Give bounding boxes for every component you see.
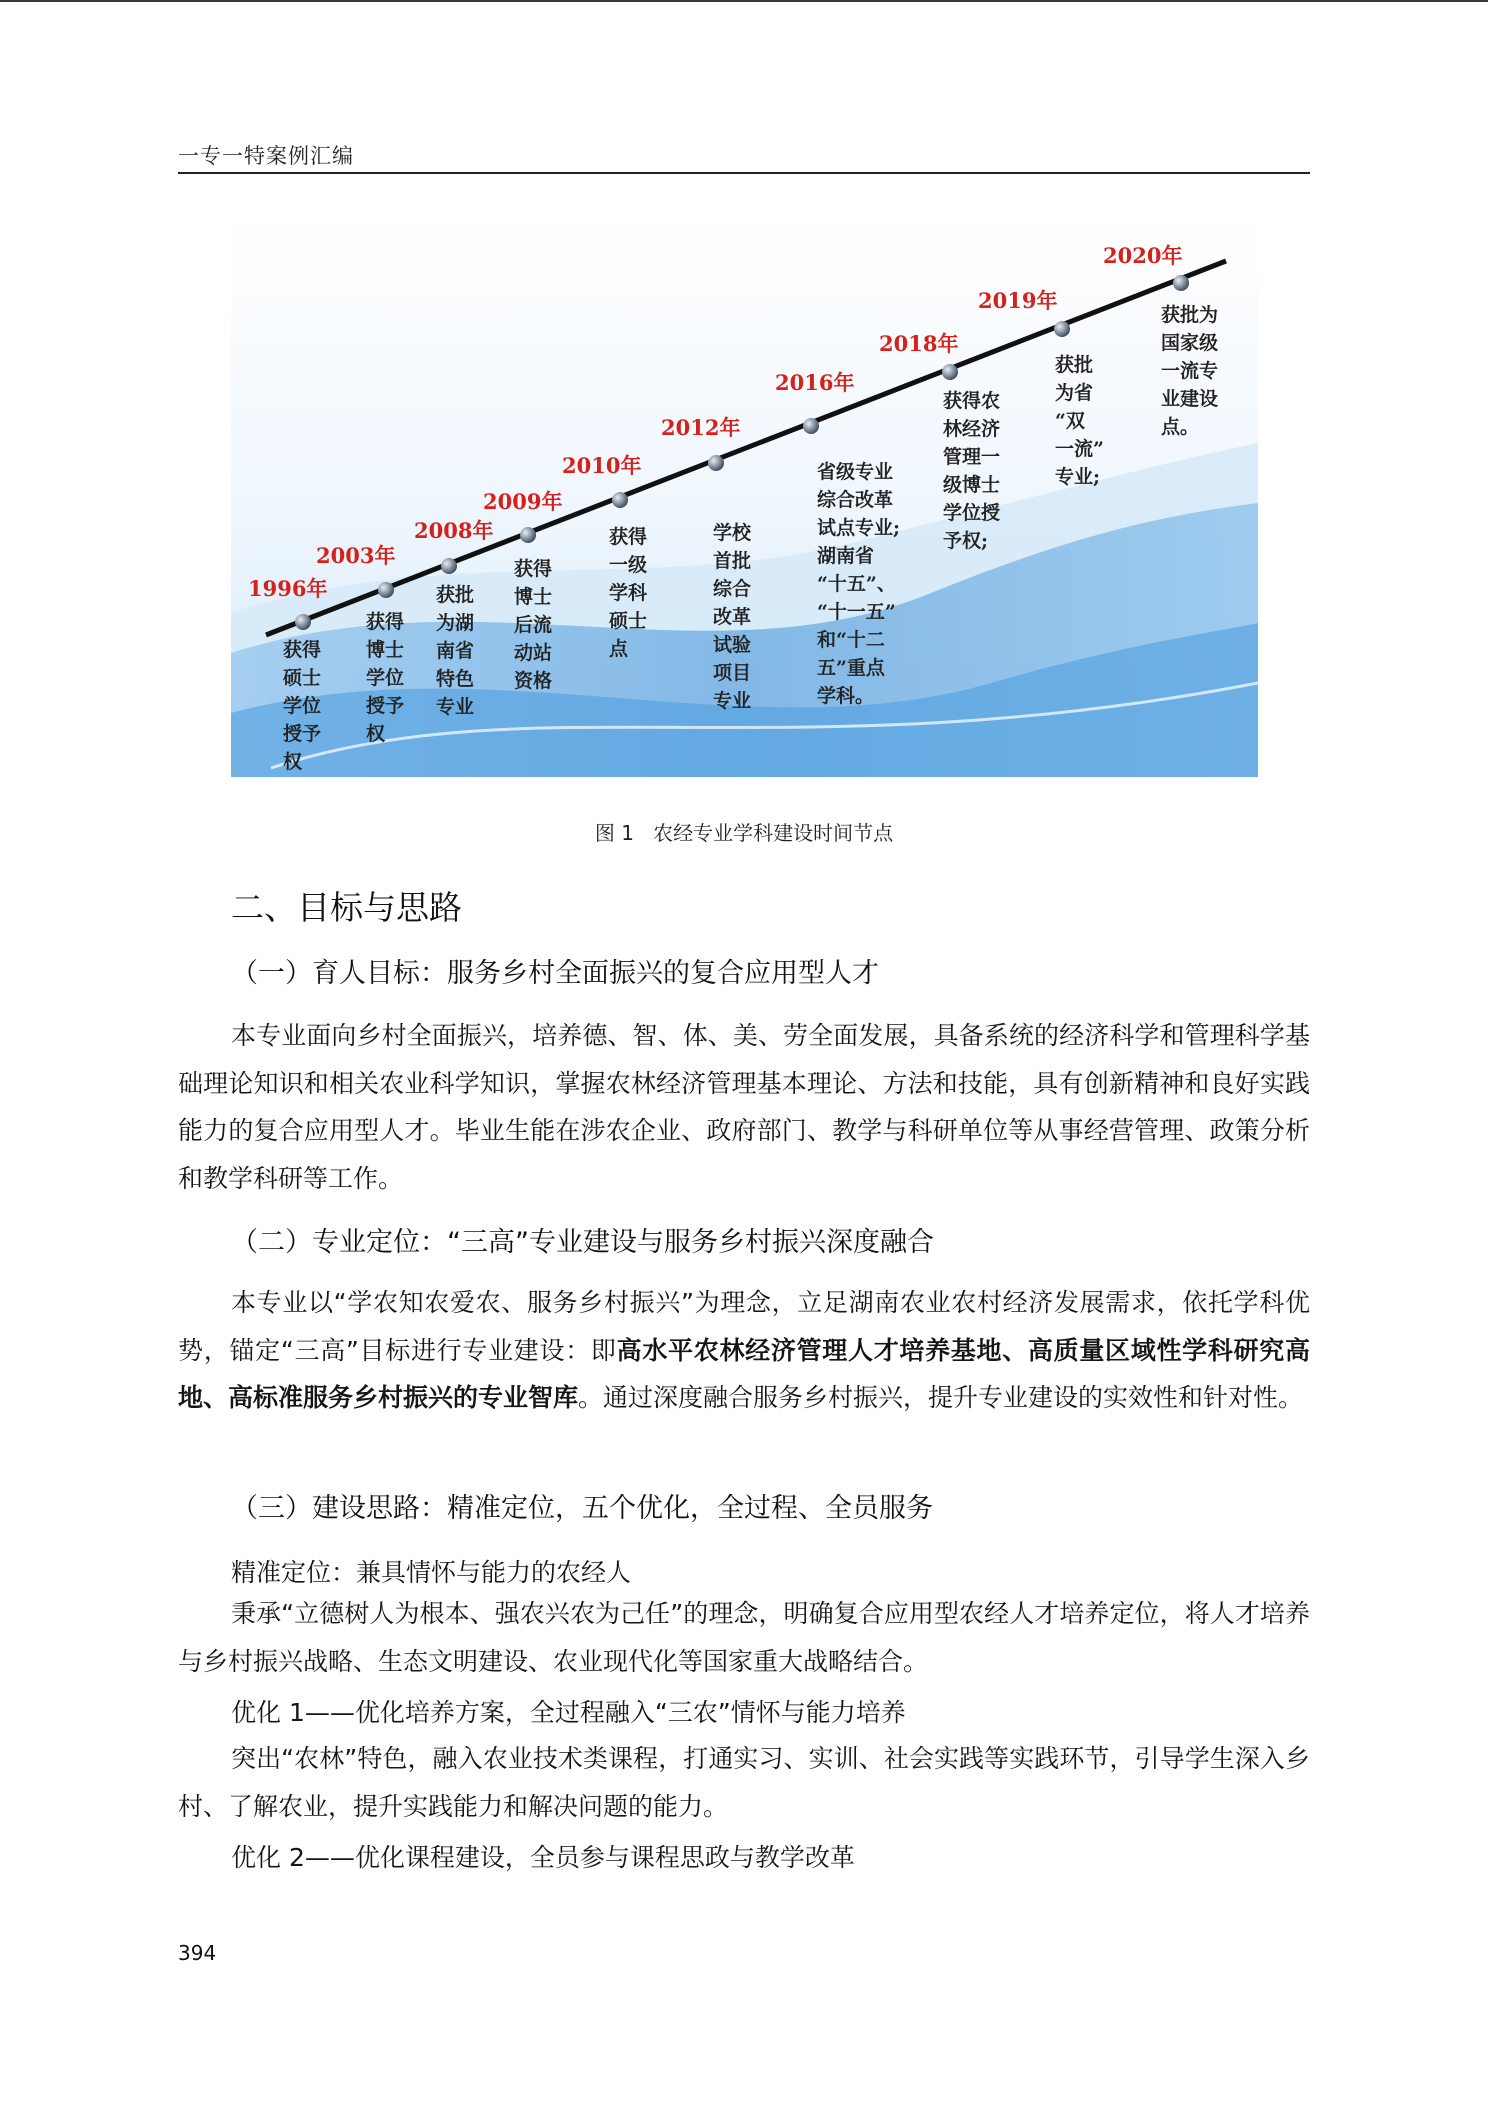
timeline-node-marker <box>520 527 536 543</box>
subhead-optimization-1: 优化 1——优化培养方案，全过程融入“三农”情怀与能力培养 <box>231 1698 906 1727</box>
positioning-text-end: 。通过深度融合服务乡村振兴，提升专业建设的实效性和针对性。 <box>578 1383 1304 1412</box>
timeline-node-description: 学校首批综合改革试验项目专业 <box>713 522 752 712</box>
subhead-precise-positioning: 精准定位：兼具情怀与能力的农经人 <box>231 1558 632 1587</box>
timeline-node-marker <box>803 418 819 434</box>
positioning-text-bold: 高水平农林经济管理人才培养基地、高质量区域性学科研究高地、高标准服务乡村振兴的专业智库 <box>178 1335 1310 1412</box>
timeline-node-description: 获批为国家级一流专业建设点。 <box>1161 304 1219 438</box>
caption-text: 农经专业学科建设时间节点 <box>653 821 894 845</box>
positioning-text-start: 本专业以“学农知农爱农、服务乡村振兴”为理念，立足湖南农业农村经济发展需求，依托学科优势，锚定“三高”目标进行专业建设：即 <box>178 1288 1310 1365</box>
subsection-heading-2: （二）专业定位：“三高”专业建设与服务乡村振兴深度融合 <box>231 1227 934 1258</box>
timeline-year-label: 2003年 <box>316 543 396 568</box>
timeline-node-description: 获得博士后流动站资格 <box>514 558 553 692</box>
timeline-node-description: 获得硕士学位授予权 <box>283 639 322 773</box>
timeline-year-label: 2012年 <box>661 415 741 440</box>
timeline-node-marker <box>708 455 724 471</box>
timeline-node-marker <box>1054 321 1070 337</box>
paragraph-training-goal: 本专业面向乡村全面振兴，培养德、智、体、美、劳全面发展，具备系统的经济科学和管理科学基础理论知识和相关农业科学知识，掌握农林经济管理基本理论、方法和技能，具有创新精神和良好实践能力的复合应用型人才。毕业生能在涉农企业、政府部门、教学与科研单位等从事经营管理、政策分析和教学科研等工作。 <box>178 1021 1310 1193</box>
timeline-year-label: 2009年 <box>483 489 563 514</box>
timeline-node-description: 获批为省“双一流”专业; <box>1055 354 1104 488</box>
timeline-node-marker <box>942 364 958 380</box>
paragraph-positioning <box>178 1279 1310 1422</box>
timeline-year-label: 2008年 <box>414 518 494 543</box>
section-heading: 二、目标与思路 <box>231 888 462 927</box>
figure-caption <box>0 817 1488 846</box>
timeline-node-marker <box>441 558 457 574</box>
timeline-year-label: 2020年 <box>1103 243 1183 268</box>
page-number: 394 <box>178 1941 217 1965</box>
timeline-node-description: 获得博士学位授予权 <box>366 611 405 745</box>
running-header: 一专一特案例汇编 <box>178 144 354 168</box>
timeline-node-description: 获批为湖南省特色专业 <box>436 584 475 718</box>
timeline-node-marker <box>295 614 311 630</box>
timeline-year-label: 2010年 <box>562 453 642 478</box>
top-border <box>0 0 1488 2</box>
timeline-graphic <box>231 213 1258 777</box>
timeline-node-description: 获得一级学科硕士点 <box>609 526 648 660</box>
paragraph-optimization-1: 突出“农林”特色，融入农业技术类课程，打通实习、实训、社会实践等实践环节，引导学生深入乡村、了解农业，提升实践能力和解决问题的能力。 <box>178 1744 1310 1821</box>
timeline-node-description: 获得农林经济管理一级博士学位授予权; <box>943 390 1001 552</box>
timeline-node-marker <box>612 492 628 508</box>
header-rule <box>178 172 1310 174</box>
subsection-heading-3: （三）建设思路：精准定位，五个优化，全过程、全员服务 <box>231 1493 933 1524</box>
timeline-year-label: 2016年 <box>775 370 855 395</box>
subhead-optimization-2: 优化 2——优化课程建设，全员参与课程思政与教学改革 <box>231 1843 855 1872</box>
timeline-year-label: 2019年 <box>978 288 1058 313</box>
caption-label: 图 1 <box>594 821 634 845</box>
timeline-year-label: 1996年 <box>248 576 328 601</box>
paragraph-positioning-philosophy: 秉承“立德树人为根本、强农兴农为己任”的理念，明确复合应用型农经人才培养定位，将人才培养与乡村振兴战略、生态文明建设、农业现代化等国家重大战略结合。 <box>178 1599 1310 1676</box>
timeline-figure <box>231 213 1258 777</box>
timeline-node-marker <box>378 582 394 598</box>
subsection-heading-1: （一）育人目标：服务乡村全面振兴的复合应用型人才 <box>231 958 879 989</box>
timeline-year-label: 2018年 <box>879 331 959 356</box>
timeline-node-description: 省级专业综合改革试点专业;湖南省“十五”、“十一五”和“十二五”重点学科。 <box>817 461 901 707</box>
timeline-node-marker <box>1173 275 1189 291</box>
